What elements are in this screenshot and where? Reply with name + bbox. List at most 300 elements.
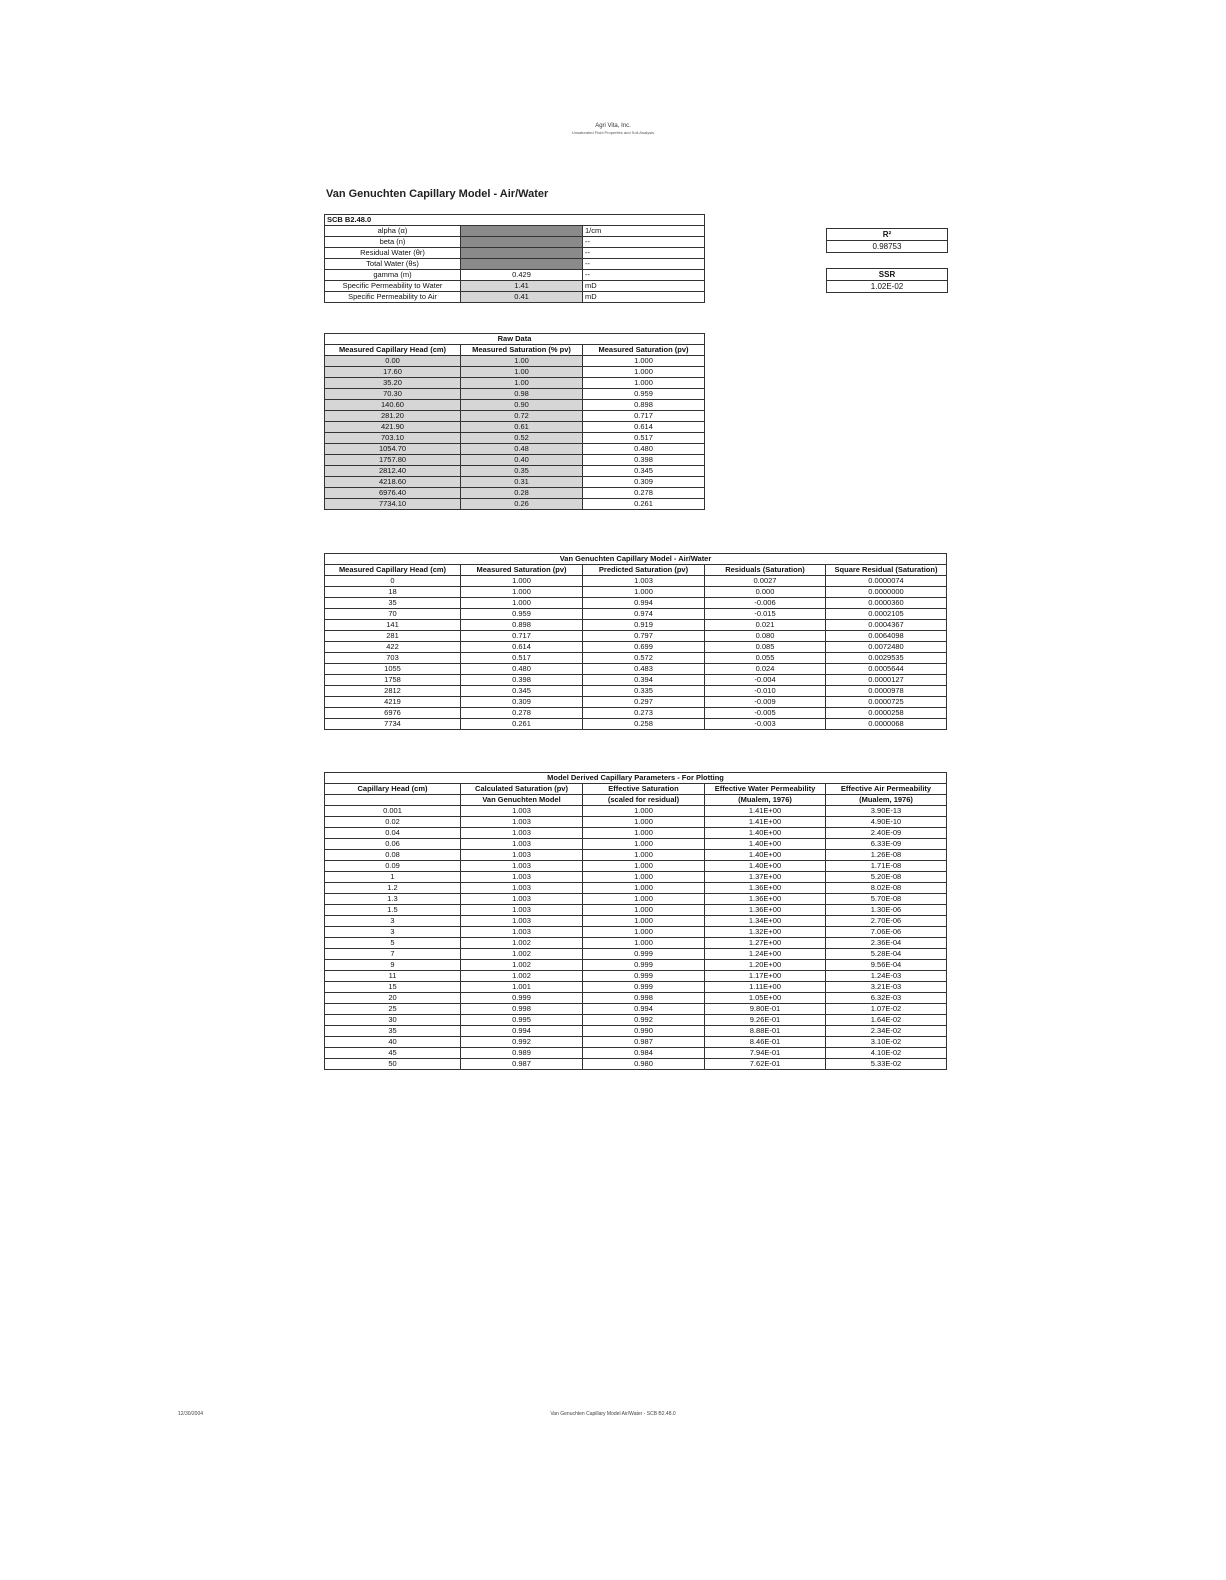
table-cell: 1 <box>325 872 461 883</box>
table-cell: -0.009 <box>705 697 826 708</box>
table-cell: 0.919 <box>583 620 705 631</box>
table-cell: 0.614 <box>583 422 705 433</box>
parameter-label: gamma (m) <box>325 270 461 281</box>
page-title: Van Genuchten Capillary Model - Air/Water <box>326 188 549 200</box>
table-row <box>325 631 947 642</box>
table-cell: 0.04 <box>325 828 461 839</box>
table-cell: 1.40E+00 <box>705 828 826 839</box>
parameter-label: beta (n) <box>325 237 461 248</box>
derived-table-title: Model Derived Capillary Parameters - For Plotting <box>325 773 947 784</box>
sample-id: SCB B2.48.0 <box>325 215 705 226</box>
table-cell: 0.06 <box>325 839 461 850</box>
table-row <box>325 664 947 675</box>
table-row <box>325 488 705 499</box>
table-cell: 1.000 <box>583 356 705 367</box>
table-cell: 422 <box>325 642 461 653</box>
table-cell: 1.002 <box>461 949 583 960</box>
table-cell: 9 <box>325 960 461 971</box>
table-cell: 0.261 <box>461 719 583 730</box>
table-cell: 1.34E+00 <box>705 916 826 927</box>
table-cell: 9.26E-01 <box>705 1015 826 1026</box>
table-cell: 15 <box>325 982 461 993</box>
table-cell: 0.26 <box>461 499 583 510</box>
table-cell: 1.24E+00 <box>705 949 826 960</box>
table-cell: 0.987 <box>583 1037 705 1048</box>
table-cell: 1.26E-08 <box>826 850 947 861</box>
table-row <box>325 400 705 411</box>
table-cell: -0.015 <box>705 609 826 620</box>
table-cell: 1.003 <box>461 817 583 828</box>
table-cell: 70 <box>325 609 461 620</box>
table-row <box>325 1026 947 1037</box>
table-cell: 0.0000074 <box>826 576 947 587</box>
table-cell: 3.10E-02 <box>826 1037 947 1048</box>
table-cell: -0.010 <box>705 686 826 697</box>
table-cell: 0.614 <box>461 642 583 653</box>
model-table-title: Van Genuchten Capillary Model - Air/Water <box>325 554 947 565</box>
table-cell: 141 <box>325 620 461 631</box>
table-cell: 1757.80 <box>325 455 461 466</box>
derived-subheader-4: (Mualem, 1976) <box>826 795 947 806</box>
table-cell: 0.024 <box>705 664 826 675</box>
table-cell: 0.085 <box>705 642 826 653</box>
table-cell: 0.699 <box>583 642 705 653</box>
raw-data-header-1: Measured Saturation (% pv) <box>461 345 583 356</box>
table-cell: 0.0000978 <box>826 686 947 697</box>
table-cell: 0.0072480 <box>826 642 947 653</box>
table-cell: 1.003 <box>461 916 583 927</box>
table-cell: 1.000 <box>583 839 705 850</box>
table-cell: 0.989 <box>461 1048 583 1059</box>
table-cell: 18 <box>325 587 461 598</box>
table-cell: 11 <box>325 971 461 982</box>
table-cell: 2812 <box>325 686 461 697</box>
derived-subheader-0 <box>325 795 461 806</box>
parameter-row <box>325 281 705 292</box>
table-cell: 1.37E+00 <box>705 872 826 883</box>
table-cell: 0.48 <box>461 444 583 455</box>
table-cell: 20 <box>325 993 461 1004</box>
table-cell: 0.980 <box>583 1059 705 1070</box>
table-cell: 2.40E-09 <box>826 828 947 839</box>
parameter-label: Specific Permeability to Air <box>325 292 461 303</box>
table-cell: 1.000 <box>583 587 705 598</box>
table-cell: 25 <box>325 1004 461 1015</box>
table-row <box>325 861 947 872</box>
table-cell: 0.992 <box>461 1037 583 1048</box>
table-cell: 1.30E-06 <box>826 905 947 916</box>
table-cell: 1.00 <box>461 378 583 389</box>
parameter-label: Specific Permeability to Water <box>325 281 461 292</box>
table-row <box>325 982 947 993</box>
table-cell: 1758 <box>325 675 461 686</box>
table-cell: 0.273 <box>583 708 705 719</box>
table-row <box>325 708 947 719</box>
table-cell: 0.994 <box>583 598 705 609</box>
table-cell: 0.998 <box>583 993 705 1004</box>
parameter-row <box>325 259 705 270</box>
table-cell: 0.974 <box>583 609 705 620</box>
model-table <box>324 553 947 730</box>
parameter-unit: -- <box>583 259 705 270</box>
table-row <box>325 1037 947 1048</box>
table-cell: 0.0029535 <box>826 653 947 664</box>
table-cell: 0.278 <box>583 488 705 499</box>
table-cell: 0.480 <box>583 444 705 455</box>
table-row <box>325 993 947 1004</box>
table-cell: 9.80E-01 <box>705 1004 826 1015</box>
table-row <box>325 466 705 477</box>
table-cell: 45 <box>325 1048 461 1059</box>
table-cell: 0.0000068 <box>826 719 947 730</box>
table-cell: 0.994 <box>461 1026 583 1037</box>
table-cell: 8.46E-01 <box>705 1037 826 1048</box>
table-cell: 2.36E-04 <box>826 938 947 949</box>
table-cell: 1.24E-03 <box>826 971 947 982</box>
table-cell: 1.003 <box>461 872 583 883</box>
table-cell: 0.31 <box>461 477 583 488</box>
table-cell: 0.797 <box>583 631 705 642</box>
derived-subheader-2: (scaled for residual) <box>583 795 705 806</box>
derived-subheader-3: (Mualem, 1976) <box>705 795 826 806</box>
table-row <box>325 378 705 389</box>
table-row <box>325 1015 947 1026</box>
table-row <box>325 916 947 927</box>
table-cell: 1.003 <box>461 927 583 938</box>
table-cell: 0.52 <box>461 433 583 444</box>
parameter-row <box>325 292 705 303</box>
table-cell: 1.000 <box>583 916 705 927</box>
table-row <box>325 433 705 444</box>
table-cell: 1.000 <box>583 817 705 828</box>
table-cell: 421.90 <box>325 422 461 433</box>
table-cell: 1.000 <box>583 927 705 938</box>
table-row <box>325 697 947 708</box>
table-cell: 3 <box>325 916 461 927</box>
table-cell: 1.001 <box>461 982 583 993</box>
table-cell: 5.20E-08 <box>826 872 947 883</box>
table-cell: 1.000 <box>583 905 705 916</box>
table-row <box>325 872 947 883</box>
table-cell: 30 <box>325 1015 461 1026</box>
table-cell: 4218.60 <box>325 477 461 488</box>
ssr-box <box>826 268 948 293</box>
table-cell: 0.0000258 <box>826 708 947 719</box>
table-cell: 0.999 <box>583 971 705 982</box>
table-cell: 0.394 <box>583 675 705 686</box>
table-row <box>325 411 705 422</box>
table-cell: 1.000 <box>583 806 705 817</box>
model-header-4: Square Residual (Saturation) <box>826 565 947 576</box>
table-cell: 281 <box>325 631 461 642</box>
derived-header-1: Calculated Saturation (pv) <box>461 784 583 795</box>
table-cell: 1.003 <box>461 894 583 905</box>
table-cell: 3.90E-13 <box>826 806 947 817</box>
table-cell: 0.959 <box>461 609 583 620</box>
table-cell: 0.0000000 <box>826 587 947 598</box>
table-cell: 0.398 <box>583 455 705 466</box>
r-squared-value: 0.98753 <box>872 242 902 251</box>
parameter-unit: -- <box>583 270 705 281</box>
table-row <box>325 576 947 587</box>
table-cell: 1.000 <box>583 938 705 949</box>
table-row <box>325 598 947 609</box>
table-cell: 1.002 <box>461 960 583 971</box>
parameter-label: Total Water (θs) <box>325 259 461 270</box>
table-cell: 0.0000127 <box>826 675 947 686</box>
model-header-0: Measured Capillary Head (cm) <box>325 565 461 576</box>
table-cell: 1.003 <box>461 850 583 861</box>
table-row <box>325 960 947 971</box>
table-cell: 0.999 <box>583 960 705 971</box>
table-cell: 1.000 <box>583 828 705 839</box>
table-cell: 1.3 <box>325 894 461 905</box>
table-cell: 1.36E+00 <box>705 894 826 905</box>
derived-header-2: Effective Saturation <box>583 784 705 795</box>
parameter-value: 0.41 <box>461 292 583 303</box>
table-cell: 1.20E+00 <box>705 960 826 971</box>
derived-header-0: Capillary Head (cm) <box>325 784 461 795</box>
table-cell: 1054.70 <box>325 444 461 455</box>
table-cell: 0.572 <box>583 653 705 664</box>
table-cell: 4219 <box>325 697 461 708</box>
table-row <box>325 422 705 433</box>
table-row <box>325 609 947 620</box>
table-cell: 0.0000360 <box>826 598 947 609</box>
table-cell: 1.2 <box>325 883 461 894</box>
table-row <box>325 883 947 894</box>
table-row <box>325 356 705 367</box>
parameter-unit: -- <box>583 248 705 259</box>
table-cell: 35 <box>325 598 461 609</box>
table-cell: 1.000 <box>461 598 583 609</box>
table-row <box>325 828 947 839</box>
table-cell: 0.0000725 <box>826 697 947 708</box>
table-cell: 35 <box>325 1026 461 1037</box>
table-cell: 6976.40 <box>325 488 461 499</box>
table-cell: 0.261 <box>583 499 705 510</box>
table-row <box>325 499 705 510</box>
parameter-value <box>461 248 583 259</box>
table-row <box>325 653 947 664</box>
table-cell: -0.006 <box>705 598 826 609</box>
table-cell: 0.0064098 <box>826 631 947 642</box>
table-cell: 1.40E+00 <box>705 850 826 861</box>
table-cell: 0.990 <box>583 1026 705 1037</box>
table-cell: 0.0005644 <box>826 664 947 675</box>
table-cell: 1.64E-02 <box>826 1015 947 1026</box>
table-cell: 6976 <box>325 708 461 719</box>
table-cell: 5.33E-02 <box>826 1059 947 1070</box>
table-cell: 1.002 <box>461 971 583 982</box>
derived-parameters-table <box>324 772 947 1070</box>
table-cell: 0.999 <box>583 982 705 993</box>
table-cell: 35.20 <box>325 378 461 389</box>
table-cell: 2812.40 <box>325 466 461 477</box>
r-squared-label: R² <box>827 229 947 241</box>
table-cell: 0.0027 <box>705 576 826 587</box>
table-cell: 0.61 <box>461 422 583 433</box>
table-cell: 0.055 <box>705 653 826 664</box>
table-cell: 7734.10 <box>325 499 461 510</box>
table-cell: 6.32E-03 <box>826 993 947 1004</box>
table-cell: 9.56E-04 <box>826 960 947 971</box>
table-cell: 1.00 <box>461 367 583 378</box>
model-header-3: Residuals (Saturation) <box>705 565 826 576</box>
table-cell: 1.5 <box>325 905 461 916</box>
table-cell: 0.309 <box>461 697 583 708</box>
table-cell: 1.003 <box>461 905 583 916</box>
table-cell: 0.080 <box>705 631 826 642</box>
table-cell: 703 <box>325 653 461 664</box>
table-cell: 1.003 <box>461 861 583 872</box>
table-row <box>325 1004 947 1015</box>
table-row <box>325 839 947 850</box>
table-row <box>325 817 947 828</box>
table-cell: 1.41E+00 <box>705 806 826 817</box>
table-cell: 7734 <box>325 719 461 730</box>
table-cell: 1.36E+00 <box>705 905 826 916</box>
company-name: Agri Vita, Inc. <box>595 123 631 129</box>
table-cell: 0.398 <box>461 675 583 686</box>
table-cell: 703.10 <box>325 433 461 444</box>
table-cell: 0.898 <box>461 620 583 631</box>
parameter-value: 1.41 <box>461 281 583 292</box>
table-cell: 8.88E-01 <box>705 1026 826 1037</box>
table-cell: 3 <box>325 927 461 938</box>
table-cell: 0 <box>325 576 461 587</box>
table-cell: 0.995 <box>461 1015 583 1026</box>
table-row <box>325 850 947 861</box>
table-cell: 0.999 <box>461 993 583 1004</box>
company-subtitle: Unsaturated Fluid Properties and Soil Analysis <box>571 130 655 135</box>
table-row <box>325 675 947 686</box>
raw-data-header-0: Measured Capillary Head (cm) <box>325 345 461 356</box>
table-cell: 6.33E-09 <box>826 839 947 850</box>
table-cell: 0.297 <box>583 697 705 708</box>
table-cell: 1.32E+00 <box>705 927 826 938</box>
raw-data-header-2: Measured Saturation (pv) <box>583 345 705 356</box>
table-row <box>325 686 947 697</box>
table-cell: 1.17E+00 <box>705 971 826 982</box>
parameter-label: Residual Water (θr) <box>325 248 461 259</box>
table-cell: 0.0002105 <box>826 609 947 620</box>
table-cell: 0.258 <box>583 719 705 730</box>
table-cell: 0.90 <box>461 400 583 411</box>
table-cell: 0.480 <box>461 664 583 675</box>
parameter-unit: mD <box>583 281 705 292</box>
table-cell: 1.003 <box>583 576 705 587</box>
table-cell: 7 <box>325 949 461 960</box>
parameter-unit: mD <box>583 292 705 303</box>
table-row <box>325 938 947 949</box>
table-cell: 281.20 <box>325 411 461 422</box>
table-cell: 1.41E+00 <box>705 817 826 828</box>
table-cell: 1.40E+00 <box>705 861 826 872</box>
table-cell: 0.992 <box>583 1015 705 1026</box>
derived-subheader-1: Van Genuchten Model <box>461 795 583 806</box>
r-squared-box <box>826 228 948 253</box>
table-cell: 0.483 <box>583 664 705 675</box>
table-cell: -0.003 <box>705 719 826 730</box>
table-cell: 0.517 <box>583 433 705 444</box>
table-cell: 1.000 <box>461 576 583 587</box>
table-cell: 0.717 <box>583 411 705 422</box>
parameter-label: alpha (α) <box>325 226 461 237</box>
table-cell: 1.05E+00 <box>705 993 826 1004</box>
table-row <box>325 949 947 960</box>
parameter-unit: -- <box>583 237 705 248</box>
table-row <box>325 587 947 598</box>
table-row <box>325 905 947 916</box>
table-row <box>325 1048 947 1059</box>
table-cell: 0.999 <box>583 949 705 960</box>
table-cell: 0.001 <box>325 806 461 817</box>
table-row <box>325 1059 947 1070</box>
table-cell: 1.00 <box>461 356 583 367</box>
table-cell: 4.10E-02 <box>826 1048 947 1059</box>
table-cell: 5.70E-08 <box>826 894 947 905</box>
parameters-table <box>324 214 705 303</box>
table-cell: 1.40E+00 <box>705 839 826 850</box>
table-cell: 0.984 <box>583 1048 705 1059</box>
table-row <box>325 477 705 488</box>
table-cell: 1.002 <box>461 938 583 949</box>
table-cell: 0.02 <box>325 817 461 828</box>
table-row <box>325 444 705 455</box>
table-cell: 0.998 <box>461 1004 583 1015</box>
table-cell: 1.000 <box>583 367 705 378</box>
table-cell: 0.021 <box>705 620 826 631</box>
raw-data-title: Raw Data <box>325 334 705 345</box>
ssr-label: SSR <box>827 269 947 281</box>
table-cell: 17.60 <box>325 367 461 378</box>
table-cell: 0.98 <box>461 389 583 400</box>
table-cell: 50 <box>325 1059 461 1070</box>
model-header-2: Predicted Saturation (pv) <box>583 565 705 576</box>
table-row <box>325 367 705 378</box>
table-cell: 1.000 <box>461 587 583 598</box>
table-row <box>325 642 947 653</box>
parameter-value <box>461 226 583 237</box>
table-cell: 1.07E-02 <box>826 1004 947 1015</box>
table-cell: 0.994 <box>583 1004 705 1015</box>
table-row <box>325 806 947 817</box>
derived-header-3: Effective Water Permeability <box>705 784 826 795</box>
table-cell: 7.62E-01 <box>705 1059 826 1070</box>
table-cell: 0.987 <box>461 1059 583 1070</box>
table-cell: 1.27E+00 <box>705 938 826 949</box>
table-cell: -0.005 <box>705 708 826 719</box>
table-cell: 0.09 <box>325 861 461 872</box>
table-row <box>325 620 947 631</box>
table-cell: 7.06E-06 <box>826 927 947 938</box>
table-cell: 0.959 <box>583 389 705 400</box>
table-cell: 2.70E-06 <box>826 916 947 927</box>
table-cell: 2.34E-02 <box>826 1026 947 1037</box>
table-cell: 0.278 <box>461 708 583 719</box>
table-cell: 40 <box>325 1037 461 1048</box>
table-row <box>325 389 705 400</box>
table-cell: 0.345 <box>583 466 705 477</box>
table-cell: 0.35 <box>461 466 583 477</box>
raw-data-table <box>324 333 705 510</box>
table-cell: 3.21E-03 <box>826 982 947 993</box>
table-cell: 0.335 <box>583 686 705 697</box>
table-cell: 0.717 <box>461 631 583 642</box>
table-cell: 0.000 <box>705 587 826 598</box>
footer-description: Van Genuchten Capillary Model Air/Water - SCB B2.48.0 <box>550 1411 676 1417</box>
